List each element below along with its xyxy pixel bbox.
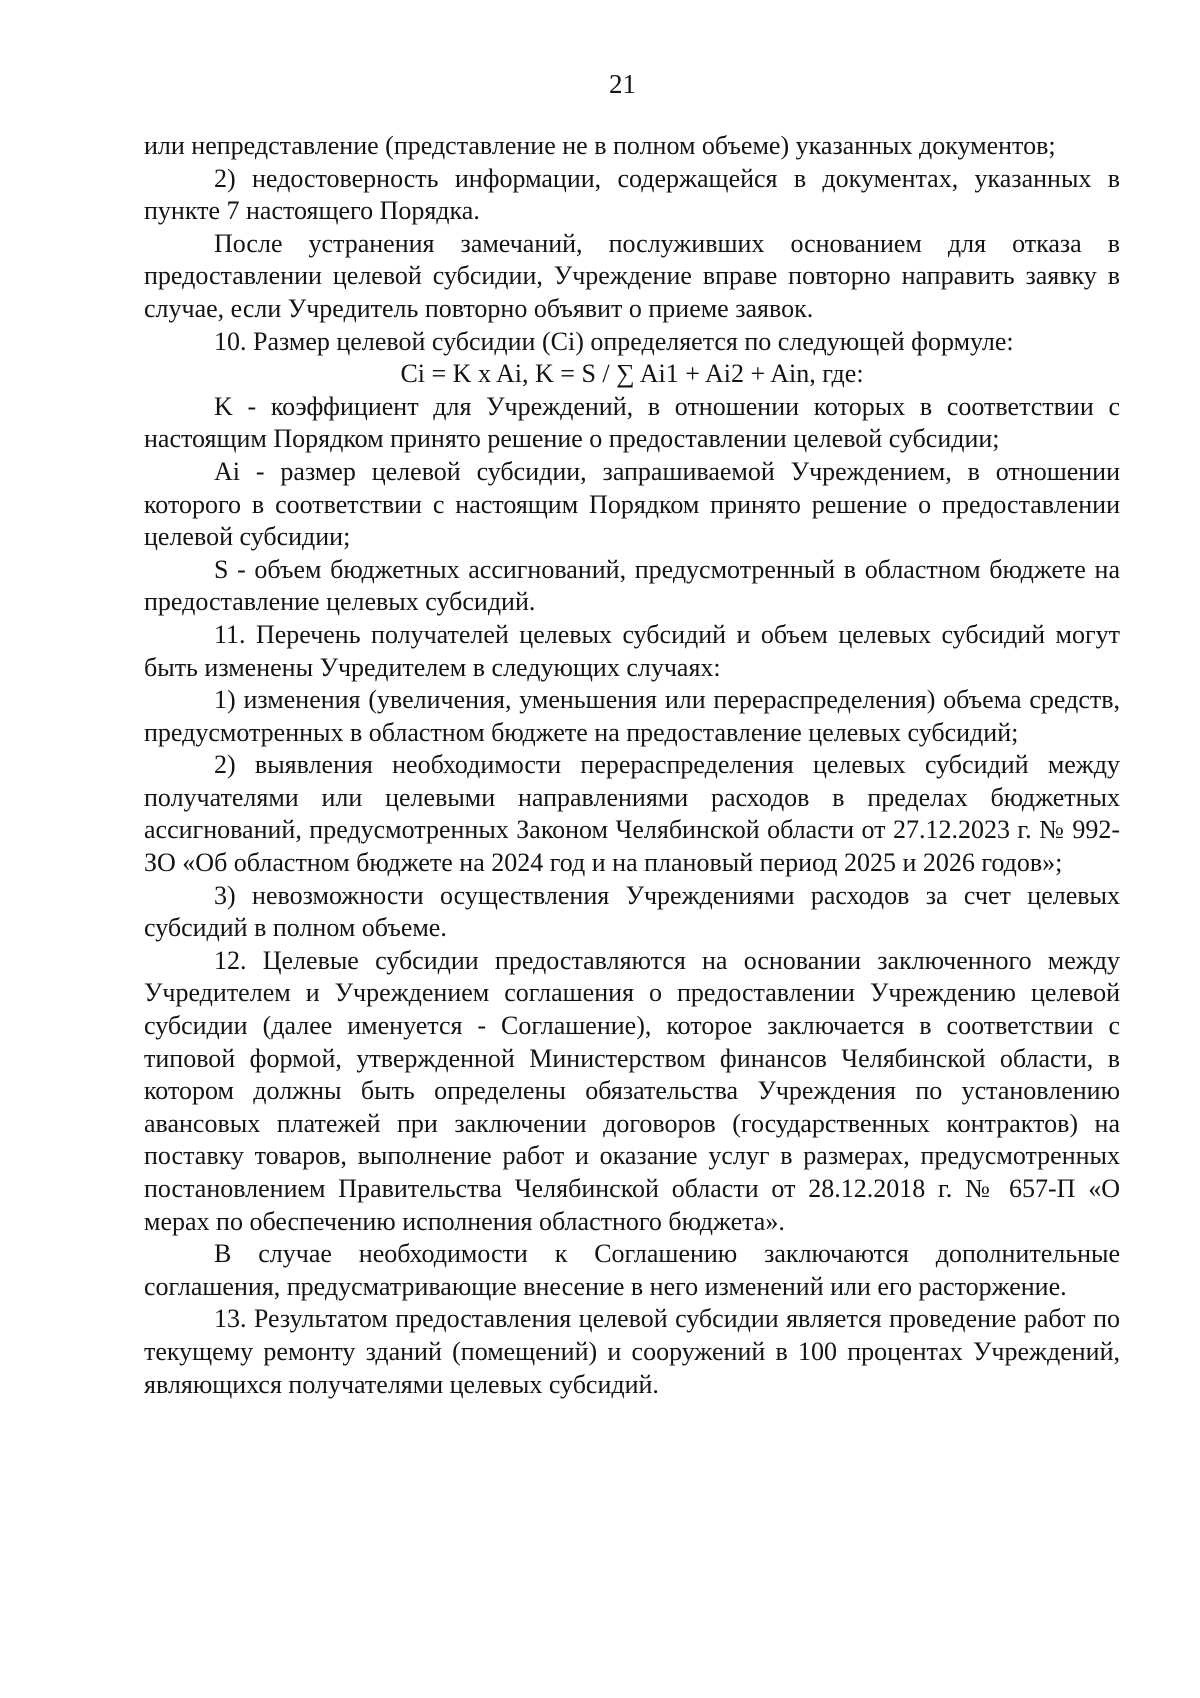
paragraph-13: 13. Результатом предоставления целевой субсидии является проведение работ по текущему ремонту зданий (помещений) и сооружений в 100 процентах Учреждений, являющихся получателями целевых субсидий. xyxy=(144,1304,1120,1399)
definition-k: K - коэффициент для Учреждений, в отношении которых в соответствии с настоящим Порядком принято решение о предоставлении целевой субсидии; xyxy=(144,391,1120,454)
paragraph-continuation: или непредставление (представление не в полном объеме) указанных документов; xyxy=(144,131,1056,160)
paragraph-item-2: 2) недостоверность информации, содержащейся в документах, указанных в пункте 7 настоящего Порядка. xyxy=(144,163,1120,226)
paragraph-12: 12. Целевые субсидии предоставляются на основании заключенного между Учредителем и Учреждением соглашения о предоставлении Учреждению целевой субсидии (далее именуется - Соглашение), которое заключается в соответствии с типовой формой, утвержденной Министерством финансов Челябинской области, в котором должны быть определены обязательства Учреждения по установлению авансовых платежей при заключении договоров (государственных контрактов) на поставку товаров, выполнение работ и оказание услуг в размерах, предусмотренных постановлением Правительства Челябинской области от 28.12.2018 г. № 657-П «О мерах по обеспечению исполнения областного бюджета». xyxy=(144,945,1120,1236)
definition-ai: Ai - размер целевой субсидии, запрашиваемой Учреждением, в отношении которого в соответствии с настоящим Порядком принято решение о предоставлении целевой субсидии; xyxy=(144,456,1120,552)
paragraph-12-additional: В случае необходимости к Соглашению заключаются дополнительные соглашения, предусматривающие внесение в него изменений или его расторжение. xyxy=(144,1239,1120,1301)
paragraph-11-item-1: 1) изменения (увеличения, уменьшения или перераспределения) объема средств, предусмотренных в областном бюджете на предоставление целевых субсидий; xyxy=(144,685,1120,747)
definition-s: S - объем бюджетных ассигнований, предусмотренный в областном бюджете на предоставление целевых субсидий. xyxy=(144,554,1120,617)
page-number: 21 xyxy=(609,69,636,99)
paragraph-11: 11. Перечень получателей целевых субсидий и объем целевых субсидий могут быть изменены Учредителем в следующих случаях: xyxy=(144,619,1120,682)
paragraph-10: 10. Размер целевой субсидии (Ci) определяется по следующей формуле: xyxy=(214,326,1014,356)
subsidy-formula: Ci = K x Ai, K = S / ∑ Ai1 + Ai2 + Ain, где: xyxy=(400,359,864,389)
paragraph-after-remarks: После устранения замечаний, послуживших основанием для отказа в предоставлении целевой субсидии, Учреждение вправе повторно направить заявку в случае, если Учредитель повторно объявит о приеме заявок. xyxy=(144,228,1120,323)
document-body xyxy=(144,130,1120,1401)
paragraph-11-item-2: 2) выявления необходимости перераспределения целевых субсидий между получателями или целевыми направлениями расходов в пределах бюджетных ассигнований, предусмотренных Законом Челябинской области от 27.12.2023 г. № 992-ЗО «Об областном бюджете на 2024 год и на плановый период 2025 и 2026 годов»; xyxy=(144,750,1120,878)
paragraph-11-item-3: 3) невозможности осуществления Учреждениями расходов за счет целевых субсидий в полном объеме. xyxy=(144,880,1120,943)
